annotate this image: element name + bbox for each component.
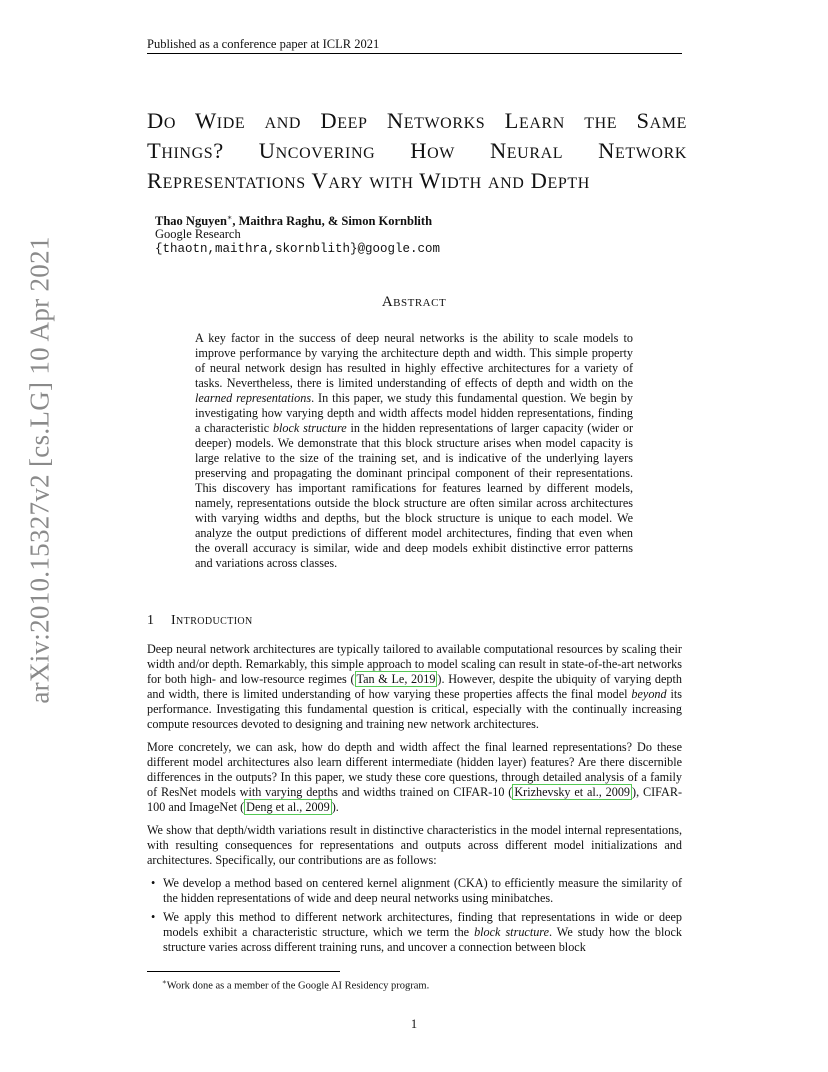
text-run: its performance. Investigating this fundamental question is critical, especially with the continually increasing compute resources devoted to designing and training new network architectures. [147, 687, 682, 731]
contribution-text: We apply this method to different network architectures, finding that representations in wide or deep models exhibit a characteristic structure, which we term the [163, 910, 682, 939]
author-emails: {thaotn,maithra,skornblith}@google.com [155, 242, 441, 256]
intro-paragraph-2 [147, 740, 682, 815]
arxiv-identifier-stamp: arXiv:2010.15327v2 [cs.LG] 10 Apr 2021 [24, 236, 55, 704]
first-author: Thao Nguyen [155, 214, 227, 229]
intro-paragraph-1 [147, 642, 682, 732]
header-rule [147, 53, 682, 54]
text-run: Deep neural network architectures are typically tailored to available computational resources by scaling their width and/or depth. Remarkably, this simple approach to model scaling can result in state-of-the-art networks for both high- and low-resource regimes ( [147, 642, 682, 686]
emphasis-block-structure: block structure [474, 925, 549, 939]
text-run: More concretely, we can ask, how do depth and width affect the final learned representations? Do these different model architectures also learn different intermediate (hidden layer) features? Are there discernible differences in the outputs? In this paper, we study these core questions, through detailed analysis of a family of ResNet models with varying depths and widths trained on CIFAR-10 ( [147, 740, 682, 799]
title-line-2: Things? Uncovering How Neural Network [147, 138, 687, 163]
section-title: Introduction [171, 613, 253, 628]
bullet-icon: • [151, 876, 156, 890]
contribution-text: . We study how the block structure varies across different training runs, and uncover a connection between block [163, 925, 682, 954]
text-run: ). However, despite the ubiquity of varying depth and width, there is limited understanding of how varying these properties affects the final model [147, 672, 682, 701]
title-line-1: Do Wide and Deep Networks Learn the Same [147, 108, 687, 133]
affiliation: Google Research [155, 227, 241, 241]
title-line-3: Representations Vary with Width and Depth [147, 168, 590, 193]
footnote-rule [147, 971, 340, 972]
abstract-part-1: A key factor in the success of deep neural networks is the ability to scale models to improve performance by varying the architecture depth and width. This simple property of neural network design has resulted in highly effective architectures for a variety of tasks. Nevertheless, there is limited understanding of effects of depth and width on the [195, 331, 633, 390]
citation-link-deng-2009[interactable]: Deng et al., 2009 [246, 800, 330, 814]
abstract-emphasis-block-structure: block structure [272, 421, 347, 435]
bullet-icon: • [151, 910, 156, 924]
page-number: 1 [410, 1017, 418, 1031]
abstract-text [195, 331, 633, 571]
contribution-item-2 [147, 910, 682, 955]
abstract-part-3: in the hidden representations of larger capacity (wider or deeper) models. We demonstrate that this block structure arises when model capacity is large relative to the size of the training set, and is indicative of the underlying layers preserving and propagating the dominant principal component of their representations. This discovery has important ramifications for features learned by different models, namely, representations outside the block structure are often similar across architectures with varying widths and depths, but the block structure is unique to each model. We analyze the output predictions of different model architectures, finding that even when the overall accuracy is similar, wide and deep models exhibit distinctive error patterns and variations across classes. [195, 421, 634, 570]
emphasis-beyond: beyond [631, 687, 667, 701]
contribution-text: We develop a method based on centered kernel alignment (CKA) to efficiently measure the similarity of the hidden representations of wide and deep neural networks using minibatches. [163, 876, 682, 905]
abstract-heading: Abstract [381, 294, 447, 310]
section-number: 1 [147, 613, 155, 628]
section-heading [147, 613, 253, 629]
running-header: Published as a conference paper at ICLR 2021 [147, 37, 380, 51]
footnote [162, 975, 429, 994]
citation-link-krizhevsky-2009[interactable]: Krizhevsky et al., 2009 [514, 785, 631, 799]
author-footnote-mark[interactable]: ∗ [226, 213, 233, 222]
abstract-emphasis-learned-representations: learned representations [195, 391, 312, 405]
text-run: ). [331, 800, 339, 814]
intro-paragraph-3: We show that depth/width variations result in distinctive characteristics in the model internal representations, with resulting consequences for representations and outputs across different model initializations and architectures. Specifically, our contributions are as follows: [147, 823, 682, 867]
introduction-body [147, 642, 682, 959]
text-run: ), CIFAR-100 and ImageNet ( [147, 785, 683, 814]
contribution-item-1 [147, 876, 682, 906]
paper-title [147, 106, 687, 196]
footnote-mark: ∗ [162, 978, 167, 986]
abstract-part-2: . In this paper, we study this fundamental question. We begin by investigating how varying depth and width affects model hidden representations, finding a characteristic [195, 391, 633, 435]
contributions-list [147, 876, 682, 955]
footnote-text: Work done as a member of the Google AI Residency program. [166, 980, 430, 992]
other-authors: , Maithra Raghu, & Simon Kornblith [232, 214, 433, 229]
citation-link-tan-le-2019[interactable]: Tan & Le, 2019 [356, 672, 436, 686]
